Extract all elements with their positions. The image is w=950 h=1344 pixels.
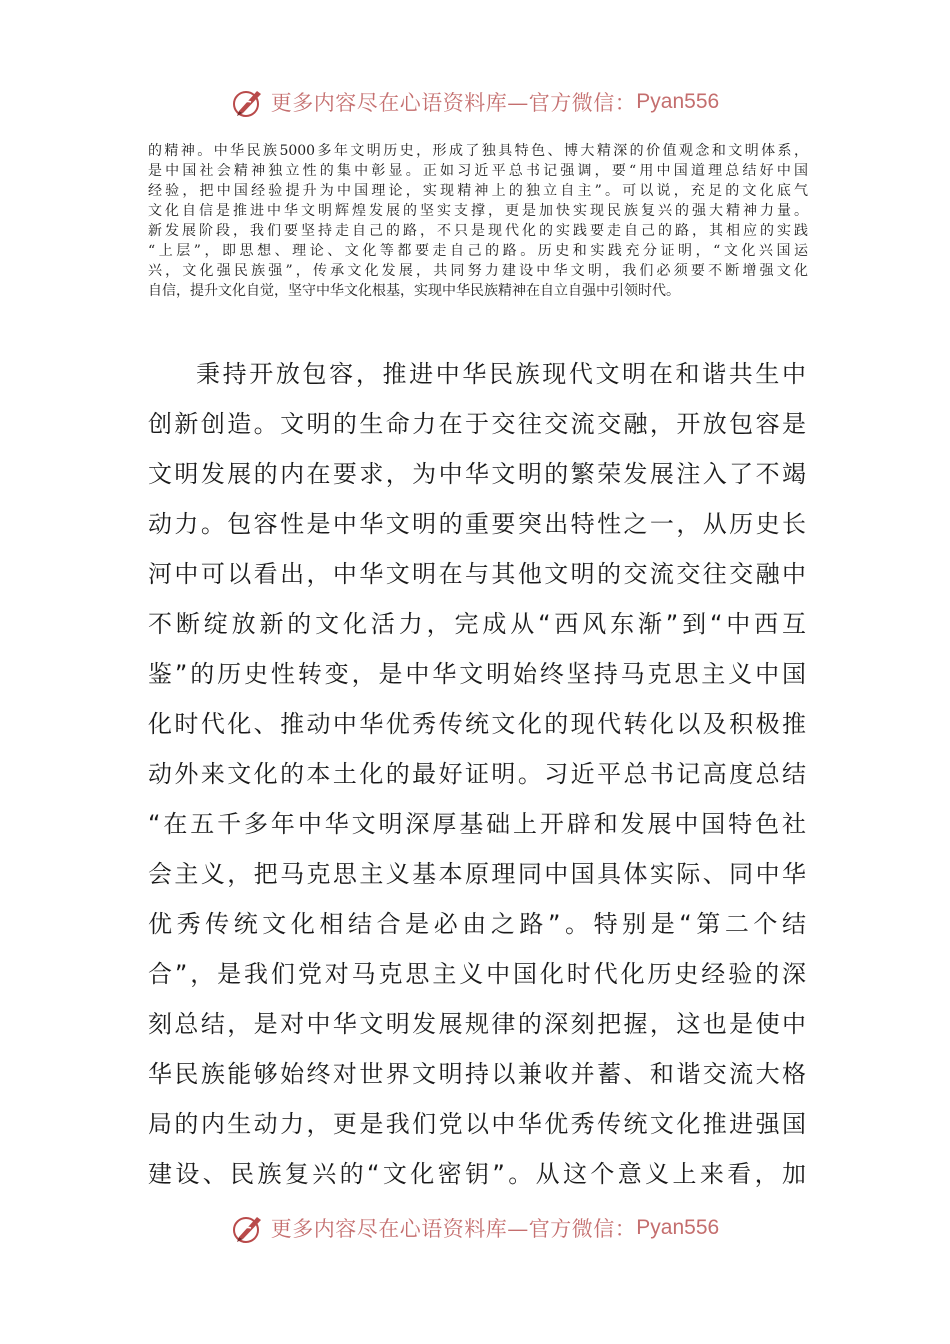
- body-line: 鉴”的历史性转变，是中华文明始终坚持马克思主义中国: [148, 660, 806, 688]
- body-line: 文明发展的内在要求，为中华文明的繁荣发展注入了不竭: [148, 460, 806, 488]
- body-line: 河中可以看出，中华文明在与其他文明的交流交往交融中: [148, 560, 806, 588]
- footer-watermark: [0, 1208, 950, 1248]
- body-line: 秉持开放包容，推进中华民族现代文明在和谐共生中: [196, 360, 806, 388]
- intro-line: 是中国社会精神独立性的集中彰显。正如习近平总书记强调，要“用中国道理总结好中国: [148, 163, 808, 179]
- body-line: 刻总结，是对中华文明发展规律的深刻把握，这也是使中: [148, 1010, 806, 1038]
- watermark-text: 更多内容尽在心语资料库—官方微信：: [270, 91, 637, 115]
- body-line: 化时代化、推动中华优秀传统文化的现代转化以及积极推: [148, 710, 806, 738]
- body-line: 局的内生动力，更是我们党以中华优秀传统文化推进强国: [148, 1110, 806, 1138]
- header-watermark: [0, 82, 950, 122]
- body-line: “在五千多年中华文明深厚基础上开辟和发展中国特色社: [148, 810, 806, 838]
- intro-line: 经验，把中国经验提升为中国理论，实现精神上的独立自主”。可以说，充足的文化底气: [148, 183, 808, 199]
- intro-paragraph: [148, 141, 808, 301]
- body-line: 动力。包容性是中华文明的重要突出特性之一，从历史长: [148, 510, 806, 538]
- watermark-text: 更多内容尽在心语资料库—官方微信：: [270, 1217, 637, 1241]
- body-line: 动外来文化的本土化的最好证明。习近平总书记高度总结: [148, 760, 806, 788]
- body-line: 建设、民族复兴的“文化密钥”。从这个意义上来看，加: [148, 1160, 806, 1188]
- body-line: 不断绽放新的文化活力，完成从“西风东渐”到“中西互: [148, 610, 806, 638]
- intro-line: 自信，提升文化自觉，坚守中华文化根基，实现中华民族精神在自立自强中引领时代。: [148, 283, 680, 299]
- intro-line: 兴，文化强民族强”，传承文化发展，共同努力建设中华文明，我们必须要不断增强文化: [148, 263, 808, 279]
- body-line: 优秀传统文化相结合是必由之路”。特别是“第二个结: [148, 910, 806, 938]
- pen-logo-icon: [231, 85, 265, 119]
- pen-logo-icon: [231, 1211, 265, 1245]
- body-line: 创新创造。文明的生命力在于交往交流交融，开放包容是: [148, 410, 806, 438]
- body-line: 会主义，把马克思主义基本原理同中国具体实际、同中华: [148, 860, 806, 888]
- intro-line: “上层”，即思想、理论、文化等都要走自己的路。历史和实践充分证明，“文化兴国运: [148, 243, 808, 259]
- intro-line: 的精神。中华民族5000多年文明历史，形成了独具特色、博大精深的价值观念和文明体系，: [148, 143, 808, 159]
- watermark-wechat-id: Pyan556: [636, 1216, 720, 1239]
- intro-line: 新发展阶段，我们要坚持走自己的路，不只是现代化的实践要走自己的路，其相应的实践: [148, 223, 808, 239]
- watermark-wechat-id: Pyan556: [636, 90, 720, 113]
- body-line: 华民族能够始终对世界文明持以兼收并蓄、和谐交流大格: [148, 1060, 806, 1088]
- intro-line: 文化自信是推进中华文明辉煌发展的坚实支撑，更是加快实现民族复兴的强大精神力量。: [148, 203, 808, 219]
- body-line: 合”，是我们党对马克思主义中国化时代化历史经验的深: [148, 960, 806, 988]
- main-paragraph: [148, 349, 806, 1199]
